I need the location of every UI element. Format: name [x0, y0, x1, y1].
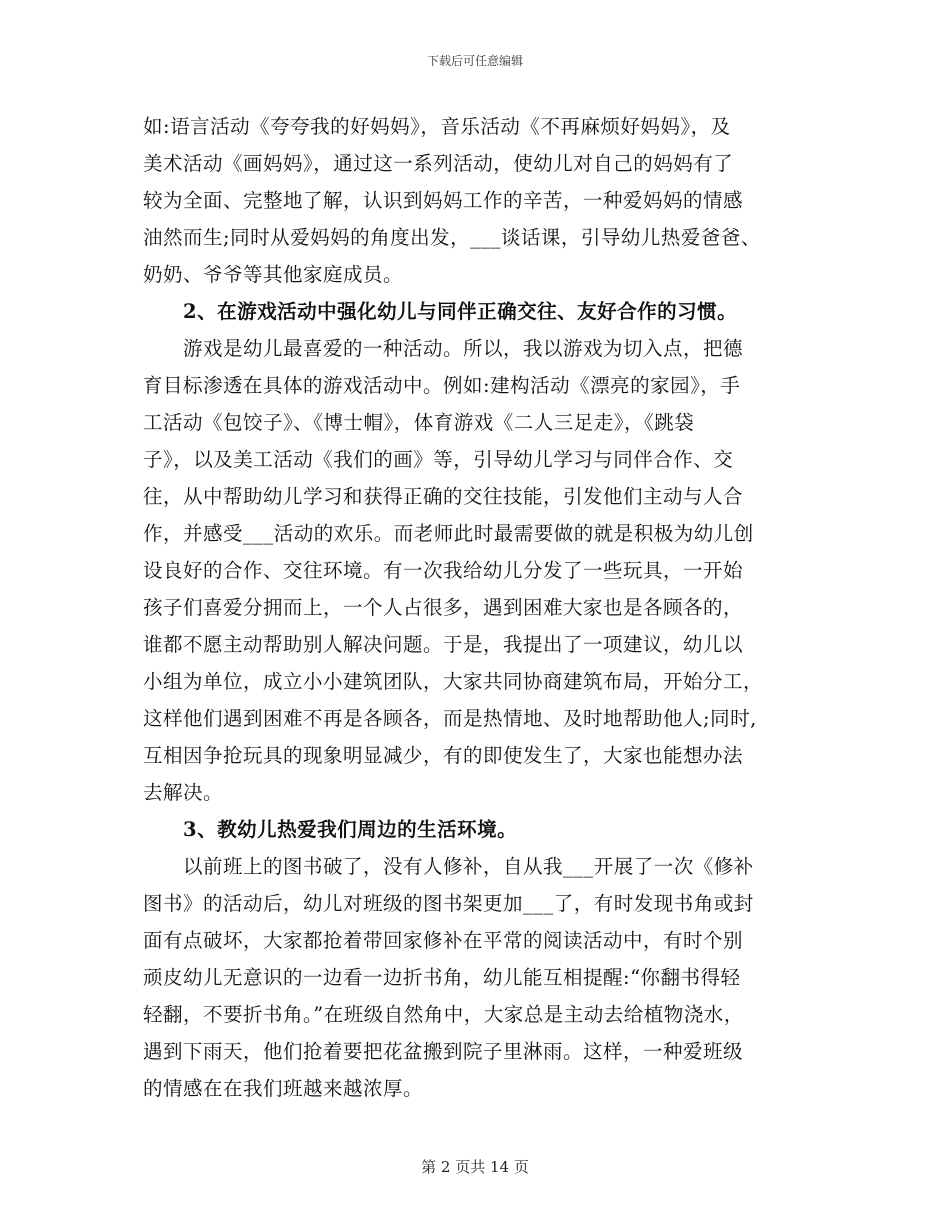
paragraph-line: 轻翻，不要折书角。”在班级自然角中，大家总是主动去给植物浇水， — [143, 1003, 744, 1026]
page-header: 下载后可任意编辑 — [426, 54, 523, 68]
paragraph-line: 子》，以及美工活动《我们的画》等，引导幼儿学习与同伴合作、交 — [143, 448, 734, 471]
paragraph-line: 游戏是幼儿最喜爱的一种活动。所以，我以游戏为切入点，把德 — [183, 337, 744, 360]
paragraph-line: 孩子们喜爱分拥而上，一个人占很多，遇到困难大家也是各顾各的， — [143, 596, 744, 619]
paragraph-line: 较为全面、完整地了解，认识到妈妈工作的辛苦，一种爱妈妈的情感 — [143, 189, 744, 212]
paragraph-line: 设良好的合作、交往环境。有一次我给幼儿分发了一些玩具，一开始 — [143, 559, 744, 582]
document-body — [143, 108, 823, 1107]
paragraph-line: 作，并感受___活动的欢乐。而老师此时最需要做的就是积极为幼儿创 — [143, 522, 754, 545]
paragraph-line: 面有点破坏，大家都抢着带回家修补在平常的阅读活动中，有时个别 — [143, 929, 744, 952]
paragraph-line: 谁都不愿主动帮助别人解决问题。于是，我提出了一项建议，幼儿以 — [143, 633, 744, 656]
paragraph-line: 奶奶、爷爷等其他家庭成员。 — [143, 263, 404, 286]
paragraph-line: 小组为单位，成立小小建筑团队，大家共同协商建筑布局，开始分工， — [143, 670, 764, 693]
paragraph-line: 如:语言活动《夸夸我的好妈妈》，音乐活动《不再麻烦好妈妈》，及 — [143, 115, 731, 138]
paragraph-line: 顽皮幼儿无意识的一边看一边折书角，幼儿能互相提醒:“你翻书得轻 — [143, 966, 741, 989]
section-heading: 2、在游戏活动中强化幼儿与同伴正确交往、友好合作的习惯。 — [183, 300, 738, 323]
paragraph-line: 育目标渗透在具体的游戏活动中。例如:建构活动《漂亮的家园》，手 — [143, 374, 741, 397]
page-footer: 第 2 页共 14 页 — [421, 1158, 529, 1176]
paragraph-line: 这样他们遇到困难不再是各顾各，而是热情地、及时地帮助他人;同时, — [143, 707, 757, 730]
paragraph-line: 往，从中帮助幼儿学习和获得正确的交往技能，引发他们主动与人合 — [143, 485, 744, 508]
paragraph-line: 油然而生;同时从爱妈妈的角度出发，___谈话课，引导幼儿热爱爸爸、 — [143, 226, 761, 249]
paragraph-line: 图书》的活动后，幼儿对班级的图书架更加___了，有时发现书角或封 — [143, 892, 754, 915]
paragraph-line: 以前班上的图书破了，没有人修补，自从我___开展了一次《修补 — [183, 855, 754, 878]
paragraph-line: 工活动《包饺子》、《博士帽》，体育游戏《二人三足走》，《跳袋 — [143, 411, 695, 434]
section-heading: 3、教幼儿热爱我们周边的生活环境。 — [183, 818, 518, 841]
paragraph-line: 遇到下雨天，他们抢着要把花盆搬到院子里淋雨。这样，一种爱班级 — [143, 1040, 744, 1063]
paragraph-line: 互相因争抢玩具的现象明显减少，有的即使发生了，大家也能想办法 — [143, 744, 744, 767]
paragraph-line: 美术活动《画妈妈》，通过这一系列活动，使幼儿对自己的妈妈有了 — [143, 152, 734, 175]
paragraph-line: 的情感在在我们班越来越浓厚。 — [143, 1077, 424, 1100]
paragraph-line: 去解决。 — [143, 781, 224, 804]
